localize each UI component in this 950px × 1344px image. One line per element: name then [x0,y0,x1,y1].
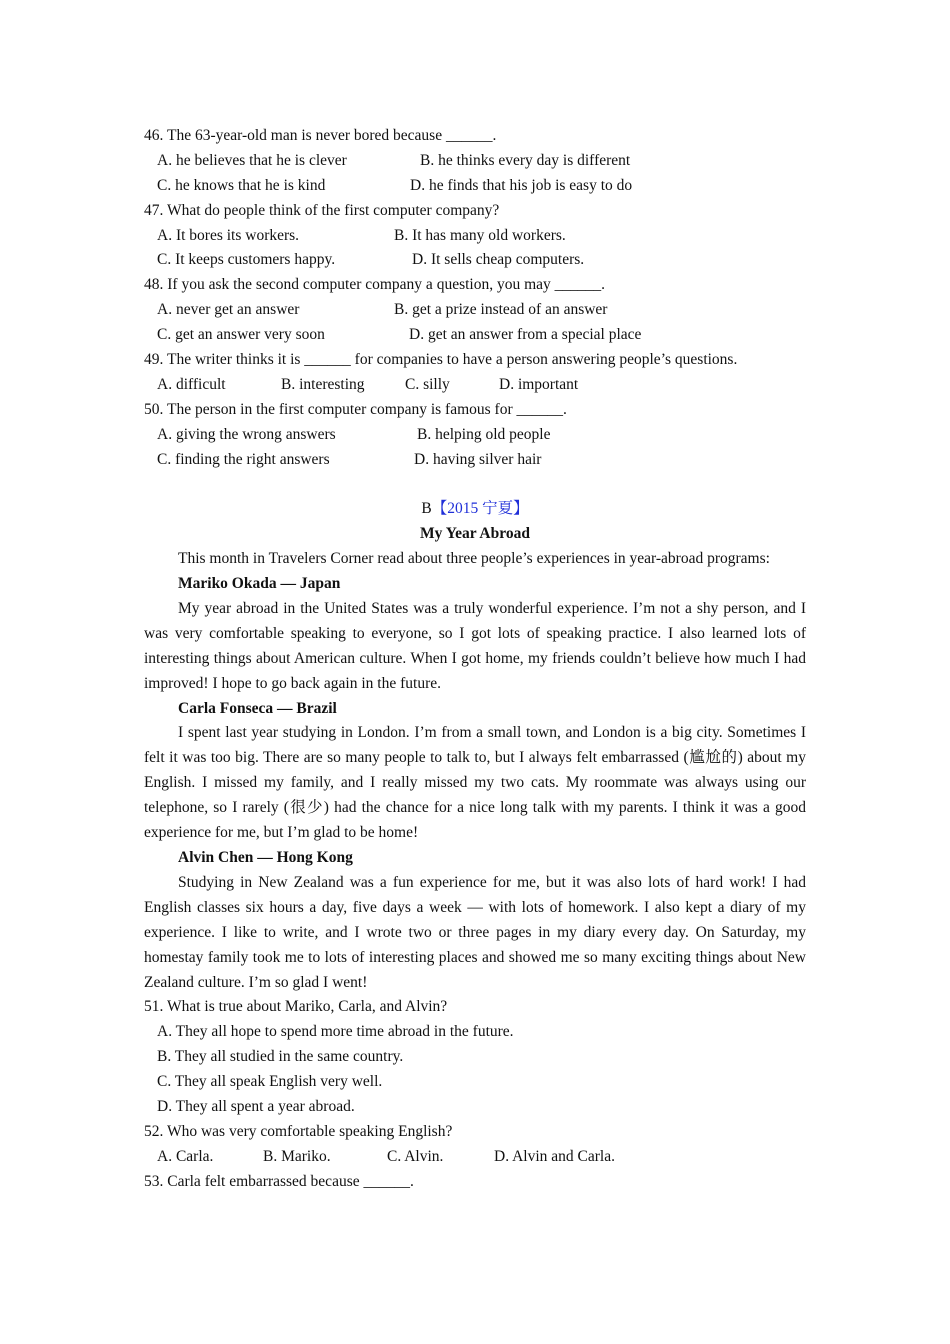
question-48-option-d: D. get an answer from a special place [409,326,642,344]
question-52-stem: 52. Who was very comfortable speaking English? [144,1122,453,1140]
question-52-option-a: A. Carla. [157,1147,214,1165]
question-50-stem: 50. The person in the first computer company is famous for ______. [144,400,567,418]
question-51-option-a: A. They all hope to spend more time abroad in the future. [157,1023,514,1041]
section-spacer [144,472,806,497]
question-50-option-c: C. finding the right answers [157,450,330,468]
profile-text-mariko: My year abroad in the United States was a truly wonderful experience. I’m not a shy person, and I was very comfortable speaking to everyone, so I got lots of speaking practice. I also learned lots of interesting things about American culture. When I got home, my friends couldn’t believe how much I had improved! I hope to go back again in the future. [144,599,806,692]
passage-intro: This month in Travelers Corner read about three people’s experiences in year-abroad programs: [178,550,770,568]
passage-title: My Year Abroad [420,525,530,543]
question-48-option-c: C. get an answer very soon [157,326,325,344]
profile-heading-carla: Carla Fonseca — Brazil [178,699,337,717]
question-46-option-b: B. he thinks every day is different [420,151,631,169]
profile-text-alvin: Studying in New Zealand was a fun experience for me, but it was also lots of hard work! I had English classes six hours a day, five days a week — with lots of homework. I also kept a diary of my experience. I like to write, and I wrote two or three pages in my diary every day. On Saturday, my homestay family took me to lots of interesting places and showed me so many exciting things about New Zealand culture. I’m so glad I went! [144,873,806,991]
question-48-option-a: A. never get an answer [157,301,300,319]
question-48-option-b: B. get a prize instead of an answer [394,301,608,319]
question-51-option-d: D. They all spent a year abroad. [157,1097,355,1115]
question-46-options-row-1 [144,149,806,174]
question-52-option-b: B. Mariko. [263,1147,331,1165]
question-50-options-row-1 [144,423,806,448]
section-b-header [144,497,806,522]
question-48-options-row-2 [144,323,806,348]
question-49-stem: 49. The writer thinks it is ______ for companies to have a person answering people’s questions. [144,351,738,369]
question-47-option-d: D. It sells cheap computers. [412,251,585,269]
question-47-option-c: C. It keeps customers happy. [157,251,336,269]
question-49-option-a: A. difficult [157,375,226,393]
section-b-letter: B [421,500,432,518]
question-47-stem: 47. What do people think of the first computer company? [144,201,500,219]
question-47-option-a: A. It bores its workers. [157,226,300,244]
question-46-stem: 46. The 63-year-old man is never bored because ______. [144,127,497,144]
question-49-option-d: D. important [499,375,579,393]
profile-heading-mariko: Mariko Okada — Japan [178,575,341,593]
question-50-option-a: A. giving the wrong answers [157,425,336,443]
question-46-option-d: D. he finds that his job is easy to do [410,176,633,194]
question-46-option-c: C. he knows that he is kind [157,176,326,194]
question-47-options-row-2 [144,248,806,273]
question-51-stem: 51. What is true about Mariko, Carla, and Alvin? [144,998,448,1016]
question-50-option-b: B. helping old people [417,425,551,443]
section-b-source-tag: 【2015 宁夏】 [431,500,529,518]
question-48-options-row-1 [144,298,806,323]
question-49-options-row [144,373,806,398]
profile-heading-alvin: Alvin Chen — Hong Kong [178,848,353,866]
question-53-stem: 53. Carla felt embarrassed because ______. [144,1172,414,1190]
question-46-options-row-2 [144,174,806,199]
worksheet-page [144,124,806,1195]
question-52-option-c: C. Alvin. [387,1147,444,1165]
question-49-option-b: B. interesting [281,375,365,393]
question-52-option-d: D. Alvin and Carla. [494,1147,615,1165]
question-50-option-d: D. having silver hair [414,450,542,468]
question-52-options-row [144,1145,806,1170]
question-46-option-a: A. he believes that he is clever [157,151,347,169]
question-47-options-row-1 [144,224,806,249]
question-51-option-b: B. They all studied in the same country. [157,1048,404,1066]
profile-text-carla: I spent last year studying in London. I’m from a small town, and London is a big city. Sometimes I felt it was too big. There are so many people to talk to, but I always felt embarrassed (尴尬的) about my English. I missed my family, and I really missed my two cats. My roommate was always using our telephone, so I rarely (很少) had the chance for a nice long talk with my parents. I think it was a good experience for me, but I’m glad to be home! [144,724,806,842]
question-51-option-c: C. They all speak English very well. [157,1073,383,1091]
question-47-option-b: B. It has many old workers. [394,226,566,244]
question-50-options-row-2 [144,448,806,473]
question-49-option-c: C. silly [405,375,450,393]
question-48-stem: 48. If you ask the second computer company a question, you may ______. [144,276,606,294]
